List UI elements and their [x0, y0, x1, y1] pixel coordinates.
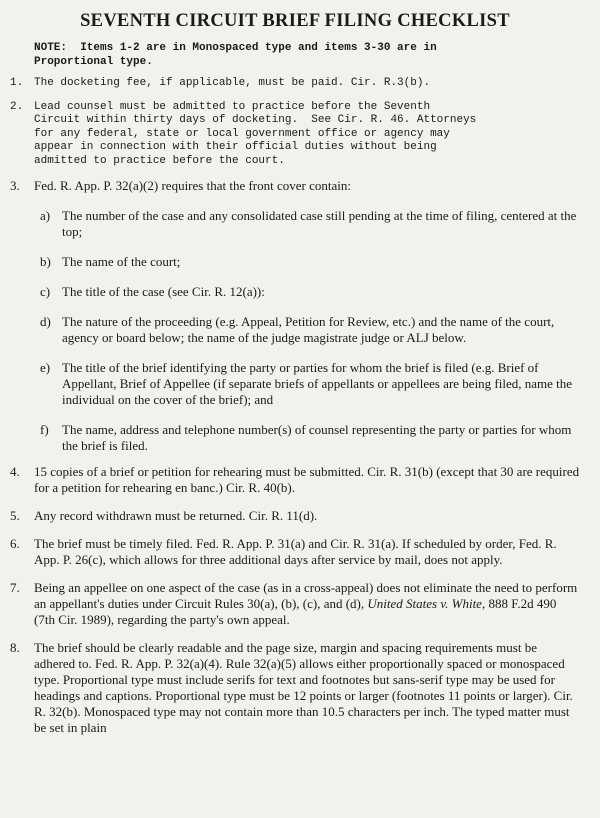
- sub-item-letter: c): [40, 284, 51, 299]
- sub-item: [40, 284, 580, 300]
- sub-item: [40, 422, 580, 454]
- sub-item-text: The number of the case and any consolidated case still pending at the time of filing, centered at the top;: [62, 208, 577, 239]
- sub-item-text: The name of the court;: [62, 254, 181, 269]
- front-cover-requirements: [10, 208, 580, 454]
- item-text: Lead counsel must be admitted to practice before the Seventh Circuit within thirty days of docketing. See Cir. R. 46. Attorneys for any federal, state or local government office or agency may appear in connection with their official duties without being admitted to practice before the court.: [34, 100, 477, 167]
- sub-item-letter: d): [40, 314, 51, 329]
- type-note: NOTE: Items 1-2 are in Monospaced type and items 3-30 are in Proportional type.: [34, 42, 437, 68]
- sub-item: [40, 360, 580, 408]
- sub-item-text: The nature of the proceeding (e.g. Appeal, Petition for Review, etc.) and the name of the court, agency or board below; the name of the judge magistrate judge or ALJ below.: [62, 314, 555, 345]
- list-item: [10, 536, 580, 568]
- sub-item: [40, 254, 580, 270]
- item-number: 7.: [10, 580, 20, 595]
- sub-item: [40, 314, 580, 346]
- item-number: 4.: [10, 464, 20, 479]
- page-title: SEVENTH CIRCUIT BRIEF FILING CHECKLIST: [80, 11, 510, 31]
- sub-item-text: The title of the brief identifying the party or parties for whom the brief is filed (e.g. Brief of Appellant, Brief of Appellee (if separate briefs of appellants or appellees are being filed, name the individual on the cover of the brief); and: [62, 360, 573, 407]
- list-item: [10, 508, 580, 524]
- case-citation: United States v. White,: [367, 596, 486, 611]
- sub-item-letter: e): [40, 360, 51, 375]
- item-text: The brief should be clearly readable and the page size, margin and spacing requirements must be adhered to. Fed. R. App. P. 32(a)(4). Rule 32(a)(5) allows either proportionally spaced or monospaced type. Proportional type must include serifs for text and footnotes but sans-serif type may be used for headings and captions. Proportional type must be 12 points or larger (footnotes 11 points or larger). Cir. R. 32(b). Monospaced type may not contain more than 10.5 characters per inch. The typed matter must be set in plain: [34, 640, 573, 735]
- item-number: 8.: [10, 640, 20, 655]
- item-text-part: Being an appellee on one aspect of the case (as in a cross-appeal) does not eliminate the need to perform an appellant's duties under Circuit Rules 30(a), (b), (c), and (d),: [34, 580, 578, 611]
- list-item: [10, 77, 580, 91]
- list-item: [10, 580, 580, 628]
- item-number: 3.: [10, 178, 20, 193]
- item-text: [34, 580, 580, 628]
- item-text: 15 copies of a brief or petition for rehearing must be submitted. Cir. R. 31(b) (except that 30 are required for a petition for rehearing en banc.) Cir. R. 40(b).: [34, 464, 580, 495]
- item-text: The docketing fee, if applicable, must be paid. Cir. R.3(b).: [34, 77, 431, 89]
- item-text-part: 888 F.2d 490 (7th Cir. 1989), regarding the party's own appeal.: [34, 596, 557, 627]
- list-item: [10, 178, 580, 194]
- sub-item-text: The title of the case (see Cir. R. 12(a)):: [62, 284, 265, 299]
- item-number: 5.: [10, 508, 20, 523]
- sub-item-letter: f): [40, 422, 49, 437]
- item-text: The brief must be timely filed. Fed. R. App. P. 31(a) and Cir. R. 31(a). If scheduled by order, Fed. R. App. P. 26(c), which allows for three additional days after service by mail, does not apply.: [34, 536, 557, 567]
- item-number: 6.: [10, 536, 20, 551]
- item-number: 1.: [10, 77, 24, 89]
- sub-item-text: The name, address and telephone number(s) of counsel representing the party or parties for whom the brief is filed.: [62, 422, 572, 453]
- list-item: [10, 464, 580, 496]
- sub-item-letter: b): [40, 254, 51, 269]
- item-text: Fed. R. App. P. 32(a)(2) requires that the front cover contain:: [34, 178, 351, 193]
- sub-item: [40, 208, 580, 240]
- list-item: [10, 640, 580, 736]
- sub-item-letter: a): [40, 208, 51, 223]
- item-text: Any record withdrawn must be returned. Cir. R. 11(d).: [34, 508, 318, 523]
- list-item: [10, 101, 580, 169]
- item-number: 2.: [10, 100, 24, 113]
